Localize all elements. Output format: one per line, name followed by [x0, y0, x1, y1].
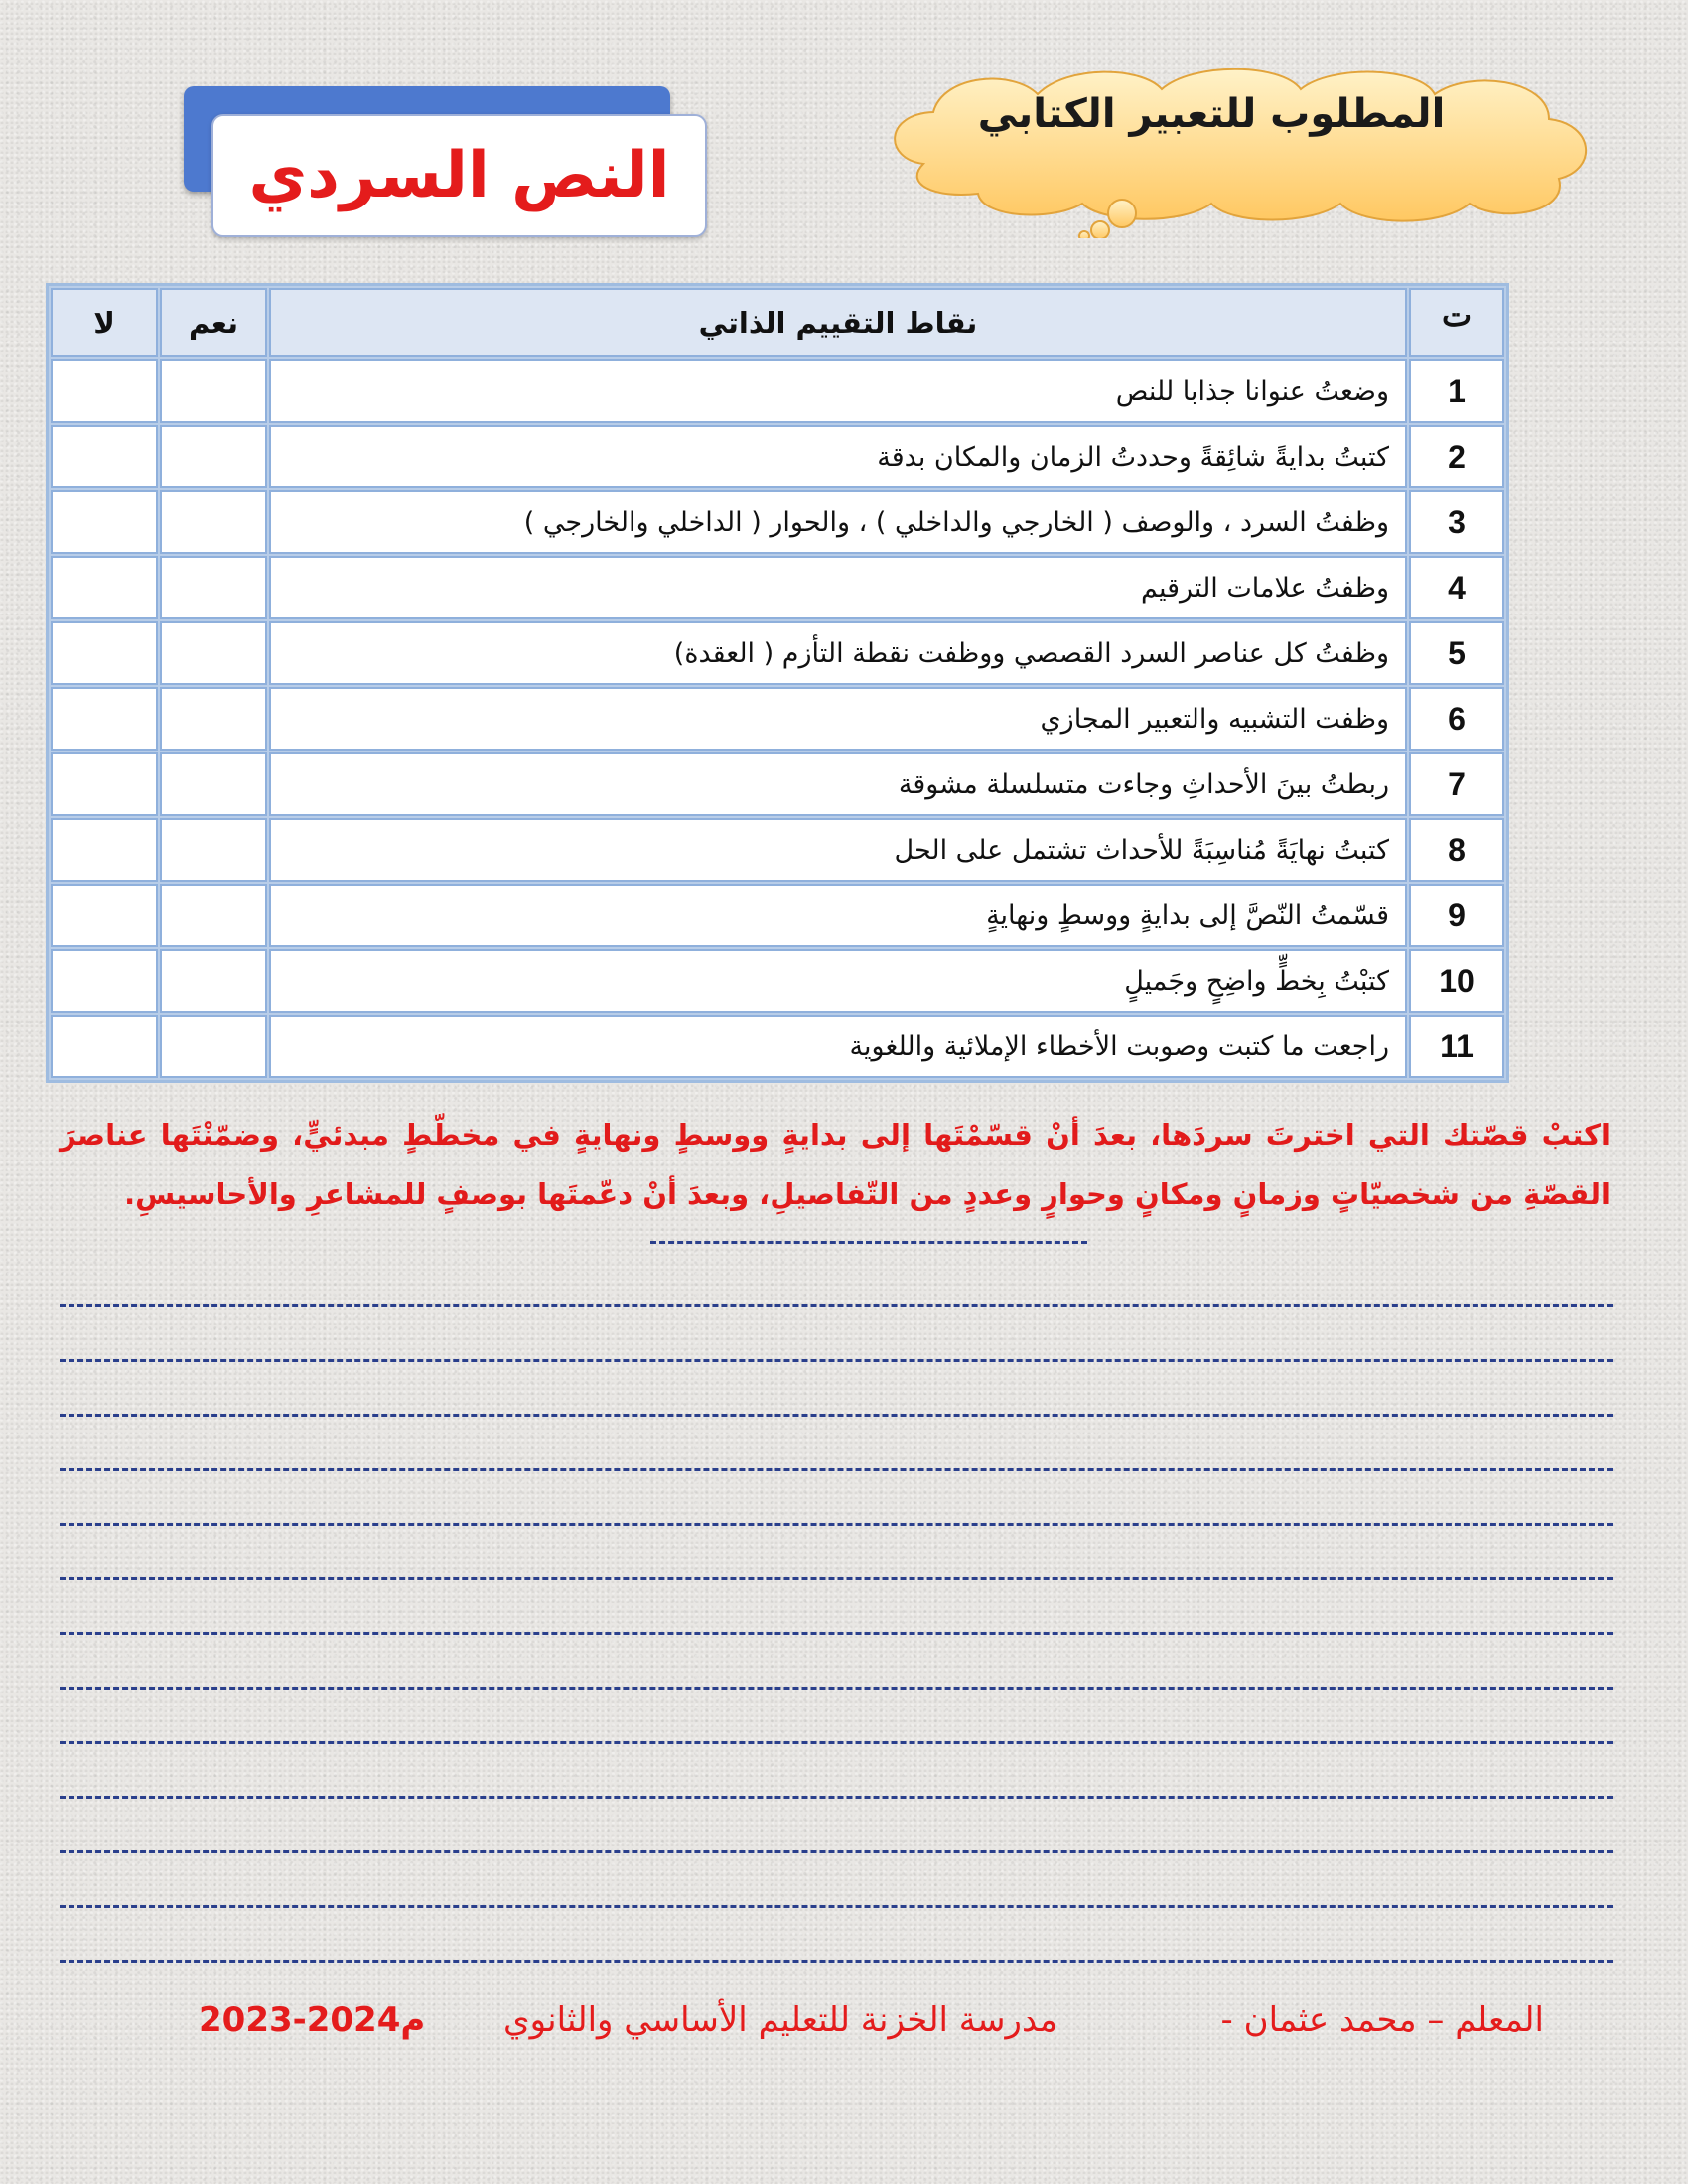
- row-criterion: وظفت التشبيه والتعبير المجازي: [269, 687, 1407, 751]
- row-criterion: كتبْتُ بِخطٍّ واضِحٍ وجَميلٍ: [269, 949, 1407, 1013]
- yes-cell[interactable]: [160, 752, 267, 816]
- header-no: لا: [51, 288, 158, 357]
- yes-cell[interactable]: [160, 556, 267, 619]
- cloud-banner: [864, 55, 1628, 238]
- table-row: [51, 359, 1504, 423]
- header-criteria: نقاط التقييم الذاتي: [269, 288, 1407, 357]
- writing-line[interactable]: [60, 1850, 1613, 1905]
- no-cell[interactable]: [51, 621, 158, 685]
- row-number: 8: [1409, 818, 1504, 882]
- writing-line[interactable]: [60, 1905, 1613, 1960]
- no-cell[interactable]: [51, 490, 158, 554]
- short-divider: [650, 1241, 1087, 1244]
- table-row: [51, 818, 1504, 882]
- footer: [199, 2000, 1544, 2050]
- table-row: [51, 1015, 1504, 1078]
- row-criterion: كتبتُ نهايَةً مُناسِبَةً للأحداث تشتمل على الحل: [269, 818, 1407, 882]
- table-row: [51, 490, 1504, 554]
- header-number: ت: [1409, 288, 1504, 357]
- yes-cell[interactable]: [160, 1015, 267, 1078]
- table-row: [51, 621, 1504, 685]
- no-cell[interactable]: [51, 818, 158, 882]
- row-criterion: ربطتُ بينَ الأحداثِ وجاءت متسلسلة مشوقة: [269, 752, 1407, 816]
- row-criterion: قسّمتُ النّصَّ إلى بدايةٍ ووسطٍ ونهايةٍ: [269, 884, 1407, 947]
- table-row: [51, 884, 1504, 947]
- yes-cell[interactable]: [160, 621, 267, 685]
- writing-line[interactable]: [60, 1741, 1613, 1796]
- yes-cell[interactable]: [160, 949, 267, 1013]
- row-number: 3: [1409, 490, 1504, 554]
- writing-line[interactable]: [60, 1414, 1613, 1468]
- row-number: 5: [1409, 621, 1504, 685]
- table-row: [51, 425, 1504, 488]
- table-row: [51, 687, 1504, 751]
- writing-line[interactable]: [60, 1304, 1613, 1359]
- no-cell[interactable]: [51, 884, 158, 947]
- no-cell[interactable]: [51, 752, 158, 816]
- row-criterion: وضعتُ عنوانا جذابا للنص: [269, 359, 1407, 423]
- writing-line[interactable]: [60, 1468, 1613, 1523]
- row-number: 6: [1409, 687, 1504, 751]
- self-assessment-table: [46, 283, 1509, 1083]
- row-number: 7: [1409, 752, 1504, 816]
- table-header-row: [51, 288, 1504, 357]
- row-criterion: راجعت ما كتبت وصوبت الأخطاء الإملائية واللغوية: [269, 1015, 1407, 1078]
- row-number: 1: [1409, 359, 1504, 423]
- page-title: النص السردي: [248, 139, 670, 212]
- writing-line[interactable]: [60, 1359, 1613, 1414]
- table-row: [51, 752, 1504, 816]
- row-criterion: وظفتُ كل عناصر السرد القصصي ووظفت نقطة التأزم ( العقدة): [269, 621, 1407, 685]
- writing-line[interactable]: [60, 1577, 1613, 1632]
- writing-line[interactable]: [60, 1687, 1613, 1741]
- footer-school: مدرسة الخزنة للتعليم الأساسي والثانوي: [502, 2000, 1057, 2040]
- no-cell[interactable]: [51, 949, 158, 1013]
- writing-instructions: اكتبْ قصّتك التي اخترتَ سردَها، بعدَ أنْ قسّمْتَها إلى بدايةٍ ووسطٍ ونهايةٍ في مخطّطٍ مبدئيٍّ، وضمّنْتَها عناصرَ القصّةِ من شخصيّاتٍ وزمانٍ ومكانٍ وحوارٍ وعددٍ من التّفاصيلِ، وبعدَ أنْ دعّمتَها بوصفٍ للمشاعرِ والأحاسيسِ.: [60, 1118, 1611, 1211]
- no-cell[interactable]: [51, 425, 158, 488]
- row-number: 2: [1409, 425, 1504, 488]
- row-number: 4: [1409, 556, 1504, 619]
- cloud-title: المطلوب للتعبير الكتابي: [977, 91, 1446, 137]
- writing-area[interactable]: [60, 1304, 1613, 2014]
- no-cell[interactable]: [51, 556, 158, 619]
- yes-cell[interactable]: [160, 490, 267, 554]
- writing-line[interactable]: [60, 1523, 1613, 1577]
- table-row: [51, 949, 1504, 1013]
- yes-cell[interactable]: [160, 359, 267, 423]
- writing-line[interactable]: [60, 1796, 1613, 1850]
- header-yes: نعم: [160, 288, 267, 357]
- row-number: 11: [1409, 1015, 1504, 1078]
- footer-year: 2023-2024م: [199, 2000, 426, 2040]
- yes-cell[interactable]: [160, 425, 267, 488]
- row-number: 10: [1409, 949, 1504, 1013]
- no-cell[interactable]: [51, 359, 158, 423]
- table-row: [51, 556, 1504, 619]
- no-cell[interactable]: [51, 687, 158, 751]
- row-number: 9: [1409, 884, 1504, 947]
- yes-cell[interactable]: [160, 687, 267, 751]
- no-cell[interactable]: [51, 1015, 158, 1078]
- title-label: [211, 114, 707, 237]
- row-criterion: وظفتُ علامات الترقيم: [269, 556, 1407, 619]
- yes-cell[interactable]: [160, 884, 267, 947]
- footer-teacher: المعلم – محمد عثمان -: [1220, 2000, 1544, 2040]
- yes-cell[interactable]: [160, 818, 267, 882]
- writing-line[interactable]: [60, 1632, 1613, 1687]
- row-criterion: وظفتُ السرد ، والوصف ( الخارجي والداخلي ) ، والحوار ( الداخلي والخارجي ): [269, 490, 1407, 554]
- row-criterion: كتبتُ بدايةً شائِقةً وحددتُ الزمان والمكان بدقة: [269, 425, 1407, 488]
